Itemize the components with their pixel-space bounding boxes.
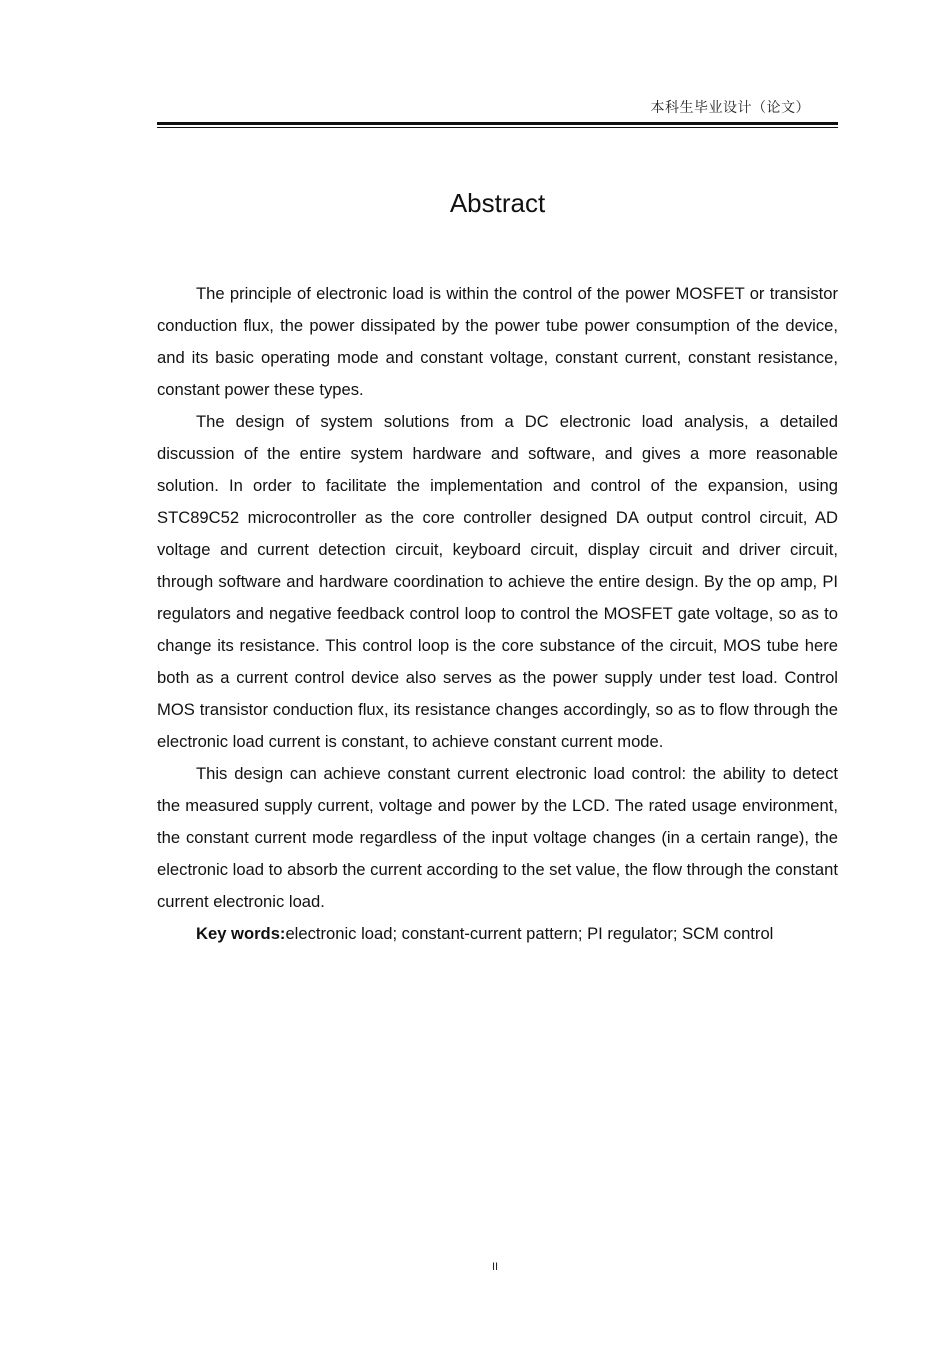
- abstract-paragraph-1: The principle of electronic load is within the control of the power MOSFET or transistor conduction flux, the power dissipated by the power tube power consumption of the device, and its basic operating mode and constant voltage, constant current, constant resistance, constant power these types.: [157, 284, 838, 399]
- header-rule-thick: [157, 122, 838, 125]
- keywords-line: [157, 918, 838, 950]
- page-number: II: [491, 1261, 499, 1273]
- abstract-body: [157, 278, 838, 950]
- keywords-text: electronic load; constant-current pattern; PI regulator; SCM control: [285, 924, 774, 943]
- abstract-title: Abstract: [449, 188, 546, 218]
- running-header: 本科生毕业设计（论文）: [650, 100, 810, 116]
- keywords-label: Key words:: [196, 924, 286, 943]
- header-rule-thin: [157, 127, 838, 128]
- abstract-paragraph-3: This design can achieve constant current electronic load control: the ability to detect the measured supply current, voltage and power by the LCD. The rated usage environment, the constant current mode regardless of the input voltage changes (in a certain range), the electronic load to absorb the current according to the set value, the flow through the constant current electronic load.: [157, 764, 838, 911]
- abstract-paragraph-2: The design of system solutions from a DC electronic load analysis, a detailed discussion of the entire system hardware and software, and gives a more reasonable solution. In order to facilitate the implementation and control of the expansion, using STC89C52 microcontroller as the core controller designed DA output control circuit, AD voltage and current detection circuit, keyboard circuit, display circuit and driver circuit, through software and hardware coordination to achieve the entire design. By the op amp, PI regulators and negative feedback control loop to control the MOSFET gate voltage, so as to change its resistance. This control loop is the core substance of the circuit, MOS tube here both as a current control device also serves as the power supply under test load. Control MOS transistor conduction flux, its resistance changes accordingly, so as to flow through the electronic load current is constant, to achieve constant current mode.: [157, 412, 838, 751]
